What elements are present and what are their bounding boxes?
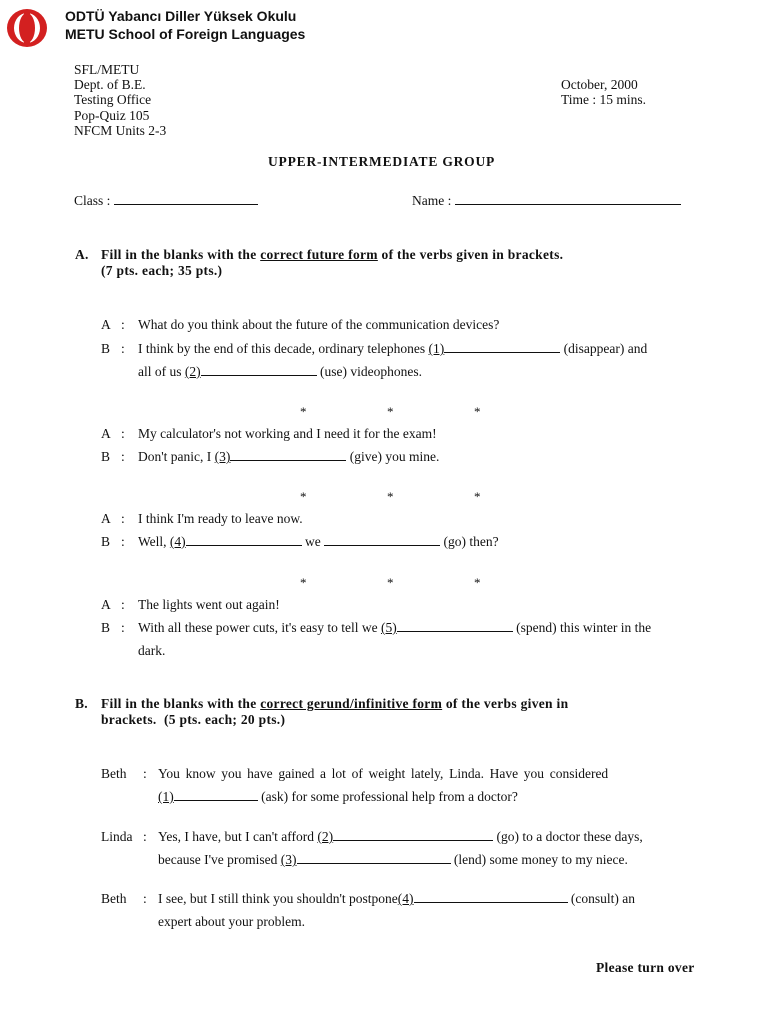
blank-number: (4) bbox=[397, 891, 414, 906]
speaker-b: B bbox=[101, 341, 111, 356]
meta-testing-office: Testing Office bbox=[74, 92, 152, 107]
speaker-beth: Beth bbox=[101, 766, 127, 781]
answer-blank-2[interactable] bbox=[201, 374, 317, 376]
blank-number: (3) bbox=[280, 852, 297, 867]
section-b-points: (5 pts. each; 20 pts.) bbox=[163, 712, 286, 727]
separator-star: * bbox=[474, 489, 481, 504]
section-b-letter: B. bbox=[75, 696, 88, 711]
meta-sfl: SFL/METU bbox=[74, 62, 140, 77]
blank-number: (2) bbox=[317, 829, 334, 844]
text: I think by the end of this decade, ordinary telephones bbox=[138, 341, 429, 356]
colon: : bbox=[121, 511, 125, 526]
dialogue-1-b-line2 bbox=[138, 364, 422, 380]
name-label: Name : bbox=[412, 193, 452, 208]
section-a-intro-underlined: correct future form bbox=[260, 247, 378, 262]
text: brackets. bbox=[101, 712, 157, 727]
speaker-b: B bbox=[101, 620, 111, 635]
name-field[interactable] bbox=[412, 193, 681, 209]
speaker-a: A bbox=[101, 317, 111, 332]
linda-line-2 bbox=[158, 852, 628, 868]
blank-number: (1) bbox=[158, 789, 174, 804]
verb-hint: (use) videophones. bbox=[316, 364, 422, 379]
turn-over-note: Please turn over bbox=[596, 960, 695, 975]
section-a-intro bbox=[101, 247, 563, 263]
text: Yes, I have, but I can't afford bbox=[158, 829, 318, 844]
section-a-intro-post: of the verbs given in brackets. bbox=[377, 247, 564, 262]
meta-quiz-number: Pop-Quiz 105 bbox=[74, 108, 150, 123]
section-a-intro-pre: Fill in the blanks with the bbox=[101, 247, 261, 262]
section-b-intro-post: of the verbs given in bbox=[442, 696, 569, 711]
text: because I've promised bbox=[158, 852, 281, 867]
answer-blank-1[interactable] bbox=[444, 351, 560, 353]
beth-line-2 bbox=[158, 789, 518, 805]
section-b-intro-pre: Fill in the blanks with the bbox=[101, 696, 261, 711]
answer-blank-b4[interactable] bbox=[414, 901, 568, 903]
dialogue-1-a: What do you think about the future of the communication devices? bbox=[138, 317, 500, 332]
colon: : bbox=[143, 829, 147, 844]
separator-star: * bbox=[474, 575, 481, 590]
blank-number: (4) bbox=[169, 534, 186, 549]
colon: : bbox=[143, 766, 147, 781]
speaker-linda: Linda bbox=[101, 829, 133, 844]
meta-units: NFCM Units 2-3 bbox=[74, 123, 167, 138]
answer-blank-b3[interactable] bbox=[297, 862, 451, 864]
separator-star: * bbox=[387, 575, 394, 590]
linda-line-1 bbox=[158, 829, 643, 845]
text: all of us bbox=[138, 364, 185, 379]
verb-hint: (consult) an bbox=[567, 891, 636, 906]
dialogue-3-b bbox=[138, 534, 499, 550]
verb-hint: (go) then? bbox=[440, 534, 499, 549]
dialogue-2-a: My calculator's not working and I need it for the exam! bbox=[138, 426, 437, 441]
colon: : bbox=[121, 341, 125, 356]
answer-blank-3[interactable] bbox=[230, 459, 346, 461]
dialogue-3-a: I think I'm ready to leave now. bbox=[138, 511, 303, 526]
separator-star: * bbox=[387, 489, 394, 504]
section-a-letter: A. bbox=[75, 247, 89, 262]
colon: : bbox=[121, 449, 125, 464]
dialogue-1-b-line1 bbox=[138, 341, 647, 357]
colon: : bbox=[121, 317, 125, 332]
text: Don't panic, I bbox=[138, 449, 215, 464]
meta-time: Time : 15 mins. bbox=[561, 92, 647, 107]
verb-hint: (ask) for some professional help from a doctor? bbox=[257, 789, 518, 804]
speaker-beth: Beth bbox=[101, 891, 127, 906]
answer-blank-5[interactable] bbox=[397, 630, 513, 632]
beth-line-1: You know you have gained a lot of weight lately, Linda. Have you considered bbox=[158, 766, 609, 781]
text: we bbox=[301, 534, 325, 549]
speaker-a: A bbox=[101, 426, 111, 441]
institution-name-tr: ODTÜ Yabancı Diller Yüksek Okulu bbox=[65, 8, 297, 24]
speaker-b: B bbox=[101, 534, 111, 549]
verb-hint: (lend) some money to my niece. bbox=[450, 852, 628, 867]
separator-star: * bbox=[300, 404, 307, 419]
metu-logo bbox=[5, 7, 49, 49]
speaker-b: B bbox=[101, 449, 111, 464]
answer-blank-b1[interactable] bbox=[174, 799, 258, 801]
dialogue-2-b bbox=[138, 449, 439, 465]
class-field[interactable] bbox=[74, 193, 258, 209]
blank-number: (5) bbox=[380, 620, 397, 635]
colon: : bbox=[121, 620, 125, 635]
dialogue-4-b-line2: dark. bbox=[138, 643, 166, 658]
blank-number: (3) bbox=[214, 449, 231, 464]
name-blank[interactable] bbox=[455, 203, 681, 205]
colon: : bbox=[121, 534, 125, 549]
colon: : bbox=[121, 426, 125, 441]
separator-star: * bbox=[387, 404, 394, 419]
separator-star: * bbox=[300, 489, 307, 504]
speaker-a: A bbox=[101, 597, 111, 612]
section-a-points: (7 pts. each; 35 pts.) bbox=[101, 263, 223, 278]
answer-blank-b2[interactable] bbox=[333, 839, 493, 841]
verb-hint: (spend) this winter in the bbox=[512, 620, 652, 635]
text: With all these power cuts, it's easy to tell we bbox=[138, 620, 381, 635]
blank-number: (2) bbox=[184, 364, 201, 379]
verb-hint: (disappear) and bbox=[560, 341, 648, 356]
beth-line-3 bbox=[158, 891, 635, 907]
meta-date: October, 2000 bbox=[561, 77, 638, 92]
answer-blank-4b[interactable] bbox=[324, 544, 440, 546]
text: I see, but I still think you shouldn't postpone bbox=[158, 891, 398, 906]
section-b-intro-line2 bbox=[101, 712, 285, 728]
separator-star: * bbox=[474, 404, 481, 419]
speaker-a: A bbox=[101, 511, 111, 526]
separator-star: * bbox=[300, 575, 307, 590]
section-b-intro bbox=[101, 696, 568, 712]
dialogue-4-a: The lights went out again! bbox=[138, 597, 280, 612]
institution-name-en: METU School of Foreign Languages bbox=[65, 26, 306, 42]
answer-blank-4a[interactable] bbox=[186, 544, 302, 546]
section-b-intro-underlined: correct gerund/infinitive form bbox=[260, 696, 443, 711]
colon: : bbox=[121, 597, 125, 612]
class-label: Class : bbox=[74, 193, 111, 208]
beth-line-4: expert about your problem. bbox=[158, 914, 305, 929]
meta-dept: Dept. of B.E. bbox=[74, 77, 146, 92]
group-title: UPPER-INTERMEDIATE GROUP bbox=[268, 154, 496, 169]
verb-hint: (give) you mine. bbox=[346, 449, 440, 464]
colon: : bbox=[143, 891, 147, 906]
dialogue-4-b-line1 bbox=[138, 620, 651, 636]
verb-hint: (go) to a doctor these days, bbox=[493, 829, 643, 844]
class-blank[interactable] bbox=[114, 203, 258, 205]
blank-number: (1) bbox=[428, 341, 445, 356]
text: Well, bbox=[138, 534, 170, 549]
